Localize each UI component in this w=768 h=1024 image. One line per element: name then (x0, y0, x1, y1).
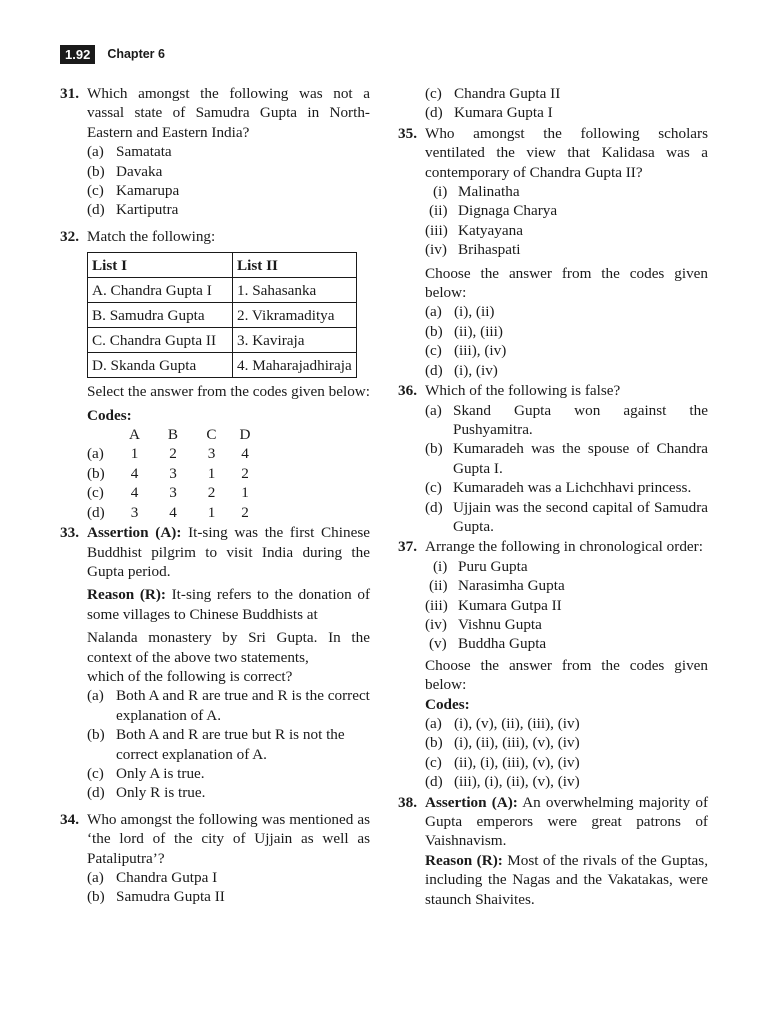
option-a: (a) Chandra Gutpa I (87, 869, 218, 886)
question-37 (398, 537, 708, 791)
table-cell: 3. Kaviraja (233, 328, 357, 353)
table-row (88, 353, 357, 378)
question-33 (60, 523, 370, 803)
question-number: 33. (60, 524, 79, 542)
option-c: (c) Only A is true. (87, 764, 205, 782)
question-34 (60, 810, 370, 907)
option-d: (d) Ujjain was the second capital of Samudra Gupta. (425, 498, 708, 535)
item-iii: (iii) Kumara Gutpa II (425, 596, 562, 614)
option-a: (a) Both A and R are true and R is the correct explanation of A. (87, 687, 370, 724)
question-number: 31. (60, 85, 79, 102)
assertion: Assertion (A): It-sing was the first Chinese Buddhist pilgrim to visit India during the Gupta period. (87, 524, 370, 580)
chapter-label: Chapter 6 (107, 47, 165, 61)
question-text: Arrange the following in chronological order: (425, 538, 703, 556)
table-row (88, 328, 357, 353)
question-38 (398, 793, 708, 909)
question-text: Match the following: (87, 227, 216, 245)
codes-title: Codes: (425, 695, 470, 713)
item-iv: (iv) Brihaspati (425, 241, 521, 259)
table-cell: B. Samudra Gupta (88, 303, 233, 328)
table-header-row (88, 253, 357, 278)
question-text: Who amongst the following was mentioned as ‘the lord of the city of Ujjain as well as Pataliputra’? (87, 810, 370, 867)
item-iv: (iv) Vishnu Gupta (425, 615, 542, 633)
item-i: (i) Puru Gupta (433, 557, 528, 575)
question-number: 35. (398, 124, 417, 142)
option-c: (c) (iii), (iv) (425, 342, 507, 360)
option-c: (c) Chandra Gupta II (425, 85, 561, 102)
option-d: (d) Kumara Gupta I (425, 104, 553, 122)
option-c: (c) Kumaradeh was a Lichchhavi princess. (425, 479, 692, 497)
question-number: 38. (398, 793, 417, 811)
table-cell: D. Skanda Gupta (88, 353, 233, 378)
table-header-cell: List II (233, 253, 357, 278)
option-b: (b) Davaka (87, 162, 163, 180)
reason-question: which of the following is correct? (87, 667, 293, 685)
page-number: 1.92 (60, 45, 95, 64)
codes-grid: A B C D (a) 1 2 3 4 (b) 4 3 1 2 (c) 4 3 2 1 (d) 3 4 1 2 (87, 426, 251, 521)
question-text: Who amongst the following scholars ventilated the view that Kalidasa was a contemporary of Chandra Gupta II? (425, 124, 708, 181)
question-number: 34. (60, 810, 79, 828)
table-row (88, 278, 357, 303)
instruction-text: Choose the answer from the codes given below: (425, 656, 708, 694)
question-number: 36. (398, 382, 417, 400)
reason-continued: Nalanda monastery by Sri Gupta. In the context of the above two statements, (87, 629, 370, 666)
question-32 (60, 227, 370, 522)
reason: Reason (R): It-sing refers to the donation of some villages to Chinese Buddhists at (87, 586, 370, 623)
option-a: (a) Samatata (87, 143, 172, 161)
page-header (60, 44, 165, 64)
table-cell: C. Chandra Gupta II (88, 328, 233, 353)
table-header-cell: List I (88, 253, 233, 278)
question-number: 37. (398, 538, 417, 556)
option-b: (b) Samudra Gupta II (87, 888, 225, 906)
question-35 (398, 124, 708, 380)
codes-title: Codes: (87, 406, 132, 424)
option-a: (a) Skand Gupta won against the Pushyamitra. (425, 401, 708, 438)
table-row (88, 303, 357, 328)
left-column (60, 84, 370, 908)
table-cell: 2. Vikramaditya (233, 303, 357, 328)
option-b: (b) Both A and R are true but R is not the correct explanation of A. (87, 726, 345, 763)
question-34-continued (398, 84, 708, 123)
option-b: (b) (ii), (iii) (425, 322, 503, 340)
table-cell: 4. Maharajadhiraja (233, 353, 357, 378)
question-number: 32. (60, 227, 79, 245)
item-ii: (ii) Narasimha Gupta (429, 577, 565, 595)
option-a: (a) (i), (v), (ii), (iii), (iv) (425, 715, 580, 732)
option-b: (b) (i), (ii), (iii), (v), (iv) (425, 734, 580, 752)
match-table (87, 252, 357, 378)
assertion: Assertion (A): An overwhelming majority of Gupta emperors were great patrons of Vaishnavism. (425, 793, 708, 850)
reason: Reason (R): Most of the rivals of the Guptas, including the Nagas and the Vakatakas, were staunch Shaivites. (425, 851, 708, 908)
item-v: (v) Buddha Gupta (429, 635, 547, 653)
question-text: Which amongst the following was not a vassal state of Samudra Gupta in North-Eastern and Eastern India? (87, 85, 370, 141)
option-d: (d) (iii), (i), (ii), (v), (iv) (425, 773, 580, 791)
option-b: (b) Kumaradeh was the spouse of Chandra Gupta I. (425, 440, 708, 477)
table-cell: 1. Sahasanka (233, 278, 357, 303)
option-a: (a) (i), (ii) (425, 303, 495, 321)
table-cell: A. Chandra Gupta I (88, 278, 233, 303)
instruction-text: Select the answer from the codes given below: (87, 383, 370, 401)
option-d: (d) (i), (iv) (425, 361, 498, 379)
right-column (398, 84, 708, 910)
item-ii: (ii) Dignaga Charya (429, 202, 558, 220)
question-36 (398, 381, 708, 536)
item-i: (i) Malinatha (433, 183, 520, 201)
instruction-text: Choose the answer from the codes given below: (425, 264, 708, 302)
option-c: (c) Kamarupa (87, 182, 180, 200)
item-iii: (iii) Katyayana (425, 221, 523, 239)
option-d: (d) Kartiputra (87, 201, 179, 219)
question-31 (60, 84, 370, 220)
option-d: (d) Only R is true. (87, 784, 206, 802)
question-text: Which of the following is false? (425, 382, 621, 400)
option-c: (c) (ii), (i), (iii), (v), (iv) (425, 753, 580, 771)
